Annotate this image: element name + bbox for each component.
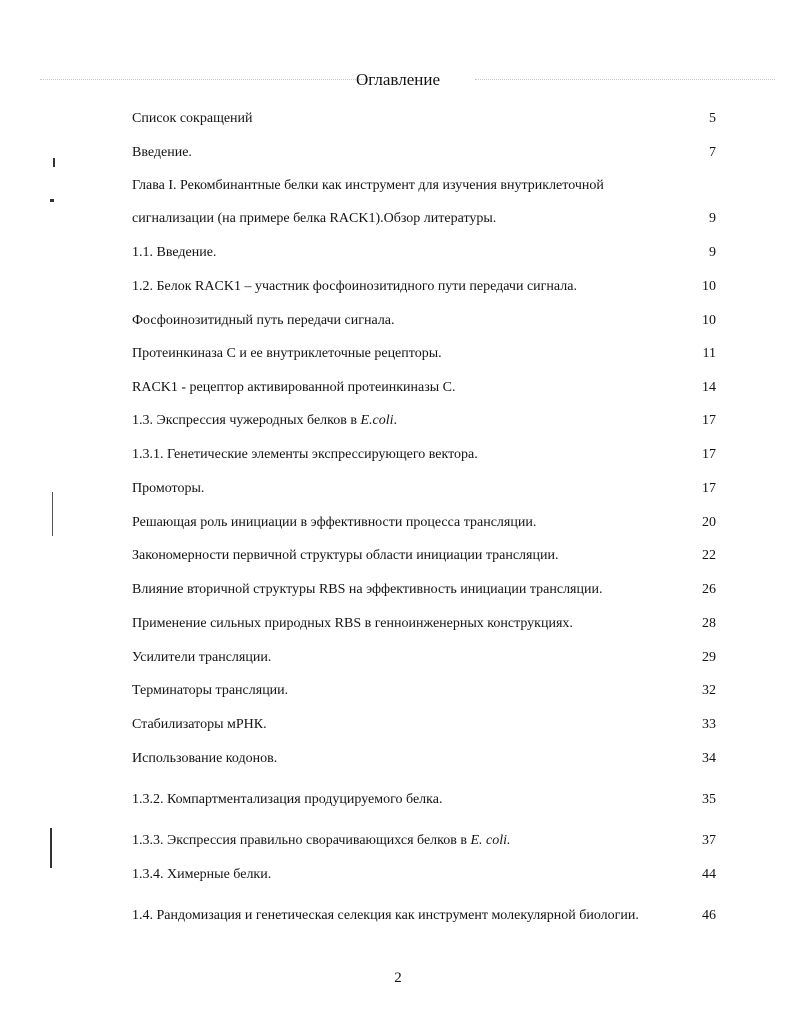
- toc-entry-page: 35: [702, 792, 716, 807]
- toc-entry-label: 1.3.3. Экспрессия правильно сворачивающихся белков в E. coli.: [132, 833, 511, 848]
- toc-entry-page: 32: [702, 683, 716, 698]
- toc-entry-page: 44: [702, 867, 716, 882]
- toc-entry[interactable]: [132, 480, 716, 498]
- toc-entry-label: Использование кодонов.: [132, 751, 278, 766]
- toc-entry-label: 1.1. Введение.: [132, 245, 217, 260]
- toc-entry[interactable]: [132, 615, 716, 633]
- toc-entry[interactable]: [132, 446, 716, 464]
- toc-entry-label: 1.3. Экспрессия чужеродных белков в E.coli.: [132, 413, 397, 428]
- scan-artifact-mark: [50, 828, 52, 868]
- toc-entry-page: 33: [702, 717, 716, 732]
- toc-entry-label: сигнализации (на примере белка RACK1).Обзор литературы.: [132, 211, 497, 226]
- toc-entry[interactable]: [132, 832, 716, 850]
- toc-entry-label: 1.4. Рандомизация и генетическая селекция как инструмент молекулярной биологии.: [132, 908, 639, 923]
- toc-entry-label: Решающая роль инициации в эффективности процесса трансляции.: [132, 515, 537, 530]
- toc-entry-page: 17: [702, 413, 716, 428]
- toc-entry-page: 10: [702, 313, 716, 328]
- toc-entry-label: Глава I. Рекомбинантные белки как инструмент для изучения внутриклеточной: [132, 178, 604, 193]
- toc-entry-label: RACK1 - рецептор активированной протеинкиназы С.: [132, 380, 456, 395]
- page-number: 2: [394, 970, 402, 986]
- toc-entry-page: 46: [702, 908, 716, 923]
- toc-entry[interactable]: [132, 110, 716, 128]
- scan-artifact-mark: [53, 158, 55, 167]
- toc-entry-label: Фосфоинозитидный путь передачи сигнала.: [132, 313, 395, 328]
- toc-entry[interactable]: [132, 750, 716, 768]
- toc-entry[interactable]: [132, 791, 716, 809]
- toc-entry-label: Влияние вторичной структуры RBS на эффективность инициации трансляции.: [132, 582, 603, 597]
- toc-entry[interactable]: [132, 649, 716, 667]
- toc-entry-label: Список сокращений: [132, 111, 253, 126]
- toc-entry-label: Протеинкиназа С и ее внутриклеточные рецепторы.: [132, 346, 442, 361]
- toc-entry[interactable]: [132, 514, 716, 532]
- toc-entry-page: 22: [702, 548, 716, 563]
- toc-entry-label: 1.3.4. Химерные белки.: [132, 867, 272, 882]
- toc-entry[interactable]: [132, 210, 716, 228]
- toc-entry-page: 9: [709, 245, 716, 260]
- toc-entry-label: 1.3.2. Компартментализация продуцируемого белка.: [132, 792, 443, 807]
- toc-entry-label: 1.2. Белок RACK1 – участник фосфоинозитидного пути передачи сигнала.: [132, 279, 577, 294]
- toc-entry[interactable]: [132, 412, 716, 430]
- toc-entry[interactable]: [132, 278, 716, 296]
- toc-entry-label: Усилители трансляции.: [132, 650, 272, 665]
- toc-entry-page: 17: [702, 481, 716, 496]
- toc-entry-page: 34: [702, 751, 716, 766]
- toc-entry-page: 7: [709, 145, 716, 160]
- toc-entry-label: Стабилизаторы мРНК.: [132, 717, 267, 732]
- toc-entry-label: 1.3.1. Генетические элементы экспрессирующего вектора.: [132, 447, 478, 462]
- scan-artifact-mark: [52, 492, 53, 536]
- toc-entry-page: 11: [702, 346, 716, 361]
- toc-entry-page: 28: [702, 616, 716, 631]
- scan-artifact-mark: [50, 199, 54, 202]
- toc-entry[interactable]: [132, 581, 716, 599]
- toc-entry[interactable]: [132, 682, 716, 700]
- toc-entry[interactable]: [132, 907, 716, 925]
- toc-entry[interactable]: [132, 144, 716, 162]
- toc-entry[interactable]: [132, 177, 716, 195]
- toc-entry-italic: E.coli: [360, 413, 394, 428]
- toc-entry-page: 26: [702, 582, 716, 597]
- toc-entry[interactable]: [132, 716, 716, 734]
- toc-entry[interactable]: [132, 866, 716, 884]
- toc-entry-label: Закономерности первичной структуры области инициации трансляции.: [132, 548, 559, 563]
- toc-entry-page: 14: [702, 380, 716, 395]
- toc-entry-page: 29: [702, 650, 716, 665]
- toc-entry[interactable]: [132, 312, 716, 330]
- toc-entry[interactable]: [132, 379, 716, 397]
- toc-entry[interactable]: [132, 345, 716, 363]
- toc-entry-label: Промоторы.: [132, 481, 205, 496]
- toc-entry-italic: E. coli.: [470, 833, 511, 848]
- toc-entry-page: 9: [709, 211, 716, 226]
- toc-entry-page: 5: [709, 111, 716, 126]
- toc-entry[interactable]: [132, 547, 716, 565]
- toc-entry-label: Введение.: [132, 145, 192, 160]
- toc-entry[interactable]: [132, 244, 716, 262]
- toc-entry-page: 10: [702, 279, 716, 294]
- toc-entry-page: 17: [702, 447, 716, 462]
- toc-entry-page: 20: [702, 515, 716, 530]
- toc-entry-label: Применение сильных природных RBS в генноинженерных конструкциях.: [132, 616, 573, 631]
- page-title: Оглавление: [356, 70, 440, 89]
- toc-entry-page: 37: [702, 833, 716, 848]
- toc-entry-label: Терминаторы трансляции.: [132, 683, 289, 698]
